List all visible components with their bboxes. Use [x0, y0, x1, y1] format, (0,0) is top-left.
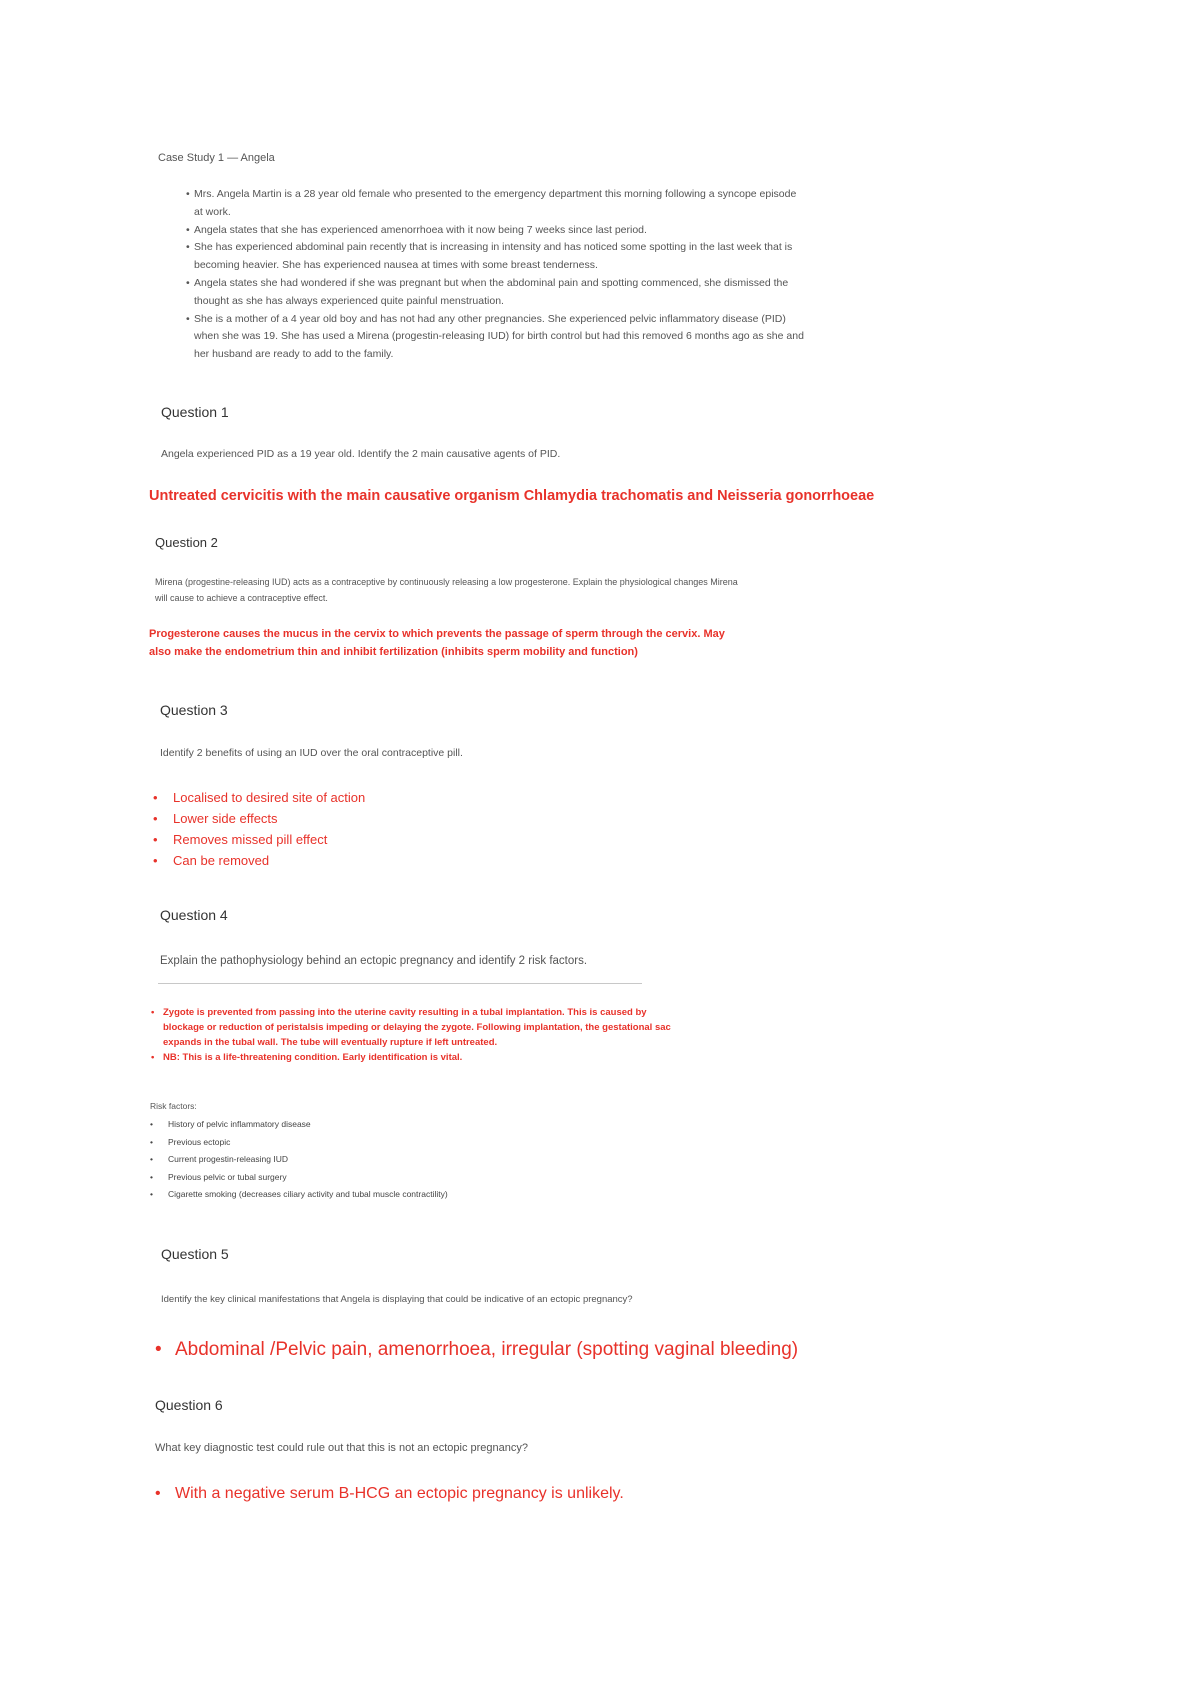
case-details-list: [186, 186, 806, 364]
question-1-text: Angela experienced PID as a 19 year old. Identify the 2 main causative agents of PID.: [161, 448, 561, 460]
list-item: • Cigarette smoking (decreases ciliary activity and tubal muscle contractility): [150, 1186, 710, 1204]
case-point: • Angela states she had wondered if she was pregnant but when the abdominal pain and spotting commenced, she dismissed the thought as she has always experienced quite painful menstruation.: [186, 275, 806, 311]
question-4-text: Explain the pathophysiology behind an ectopic pregnancy and identify 2 risk factors.: [160, 955, 588, 967]
risk-factors-list: [150, 1116, 710, 1204]
list-item: • Previous ectopic: [150, 1134, 710, 1152]
question-5-answers: [153, 1337, 798, 1363]
list-item: • Removes missed pill effect: [151, 829, 365, 850]
case-point: • She is a mother of a 4 year old boy and has not had any other pregnancies. She experienced pelvic inflammatory disease (PID) when she was 19. She has used a Mirena (progestin-releasing IUD) for birth control but had this removed 6 months ago as she and her husband are ready to add to the family.: [186, 311, 806, 364]
case-point: • Mrs. Angela Martin is a 28 year old female who presented to the emergency department this morning following a syncope episode at work.: [186, 186, 806, 222]
question-6-text: What key diagnostic test could rule out that this is not an ectopic pregnancy?: [155, 1442, 528, 1454]
question-5-text: Identify the key clinical manifestations that Angela is displaying that could be indicative of an ectopic pregnancy?: [161, 1294, 633, 1305]
question-3-answers: [151, 787, 365, 871]
list-item: • Zygote is prevented from passing into the uterine cavity resulting in a tubal implantation. This is caused by blockage or reduction of peristalsis impeding or delaying the zygote. Following implantation, the gestational sac expands in the tubal wall. The tube will eventually rupture if left untreated.: [151, 1005, 671, 1050]
question-6-answers: [153, 1483, 624, 1505]
question-3-text: Identify 2 benefits of using an IUD over the oral contraceptive pill.: [160, 747, 463, 759]
case-point: • Angela states that she has experienced amenorrhoea with it now being 7 weeks since last period.: [186, 222, 806, 240]
case-study-title: Case Study 1 — Angela: [158, 152, 275, 164]
question-2-text: Mirena (progestine-releasing IUD) acts as a contraceptive by continuously releasing a low progesterone. Explain the physiological changes Mirena will cause to achieve a contraceptive effect.: [155, 577, 738, 603]
question-3-heading: Question 3: [160, 702, 228, 718]
case-point: • She has experienced abdominal pain recently that is increasing in intensity and has noticed some spotting in the last week that is becoming heavier. She has experienced nausea at times with some breast tenderness.: [186, 239, 806, 275]
list-item: • Current progestin-releasing IUD: [150, 1151, 710, 1169]
question-1-answer: Untreated cervicitis with the main causative organism Chlamydia trachomatis and Neisseria gonorrhoeae: [149, 488, 875, 504]
list-item: • NB: This is a life-threatening condition. Early identification is vital.: [151, 1050, 671, 1065]
list-item: • Previous pelvic or tubal surgery: [150, 1169, 710, 1187]
list-item: • Can be removed: [151, 850, 365, 871]
question-1-heading: Question 1: [161, 404, 229, 420]
question-4-answers: [151, 1005, 671, 1065]
list-item: • Abdominal /Pelvic pain, amenorrhoea, irregular (spotting vaginal bleeding): [153, 1337, 798, 1363]
question-6-heading: Question 6: [155, 1397, 223, 1413]
list-item: • Localised to desired site of action: [151, 787, 365, 808]
risk-factors-label: Risk factors:: [150, 1101, 197, 1111]
question-4-heading: Question 4: [160, 907, 228, 923]
list-item: • History of pelvic inflammatory disease: [150, 1116, 710, 1134]
section-divider: [158, 983, 642, 984]
question-2-answer: Progesterone causes the mucus in the cervix to which prevents the passage of sperm through the cervix. May also make the endometrium thin and inhibit fertilization (inhibits sperm mobility and function): [149, 628, 725, 658]
question-5-heading: Question 5: [161, 1246, 229, 1262]
list-item: • With a negative serum B-HCG an ectopic pregnancy is unlikely.: [153, 1483, 624, 1505]
question-2-heading: Question 2: [155, 535, 218, 550]
list-item: • Lower side effects: [151, 808, 365, 829]
